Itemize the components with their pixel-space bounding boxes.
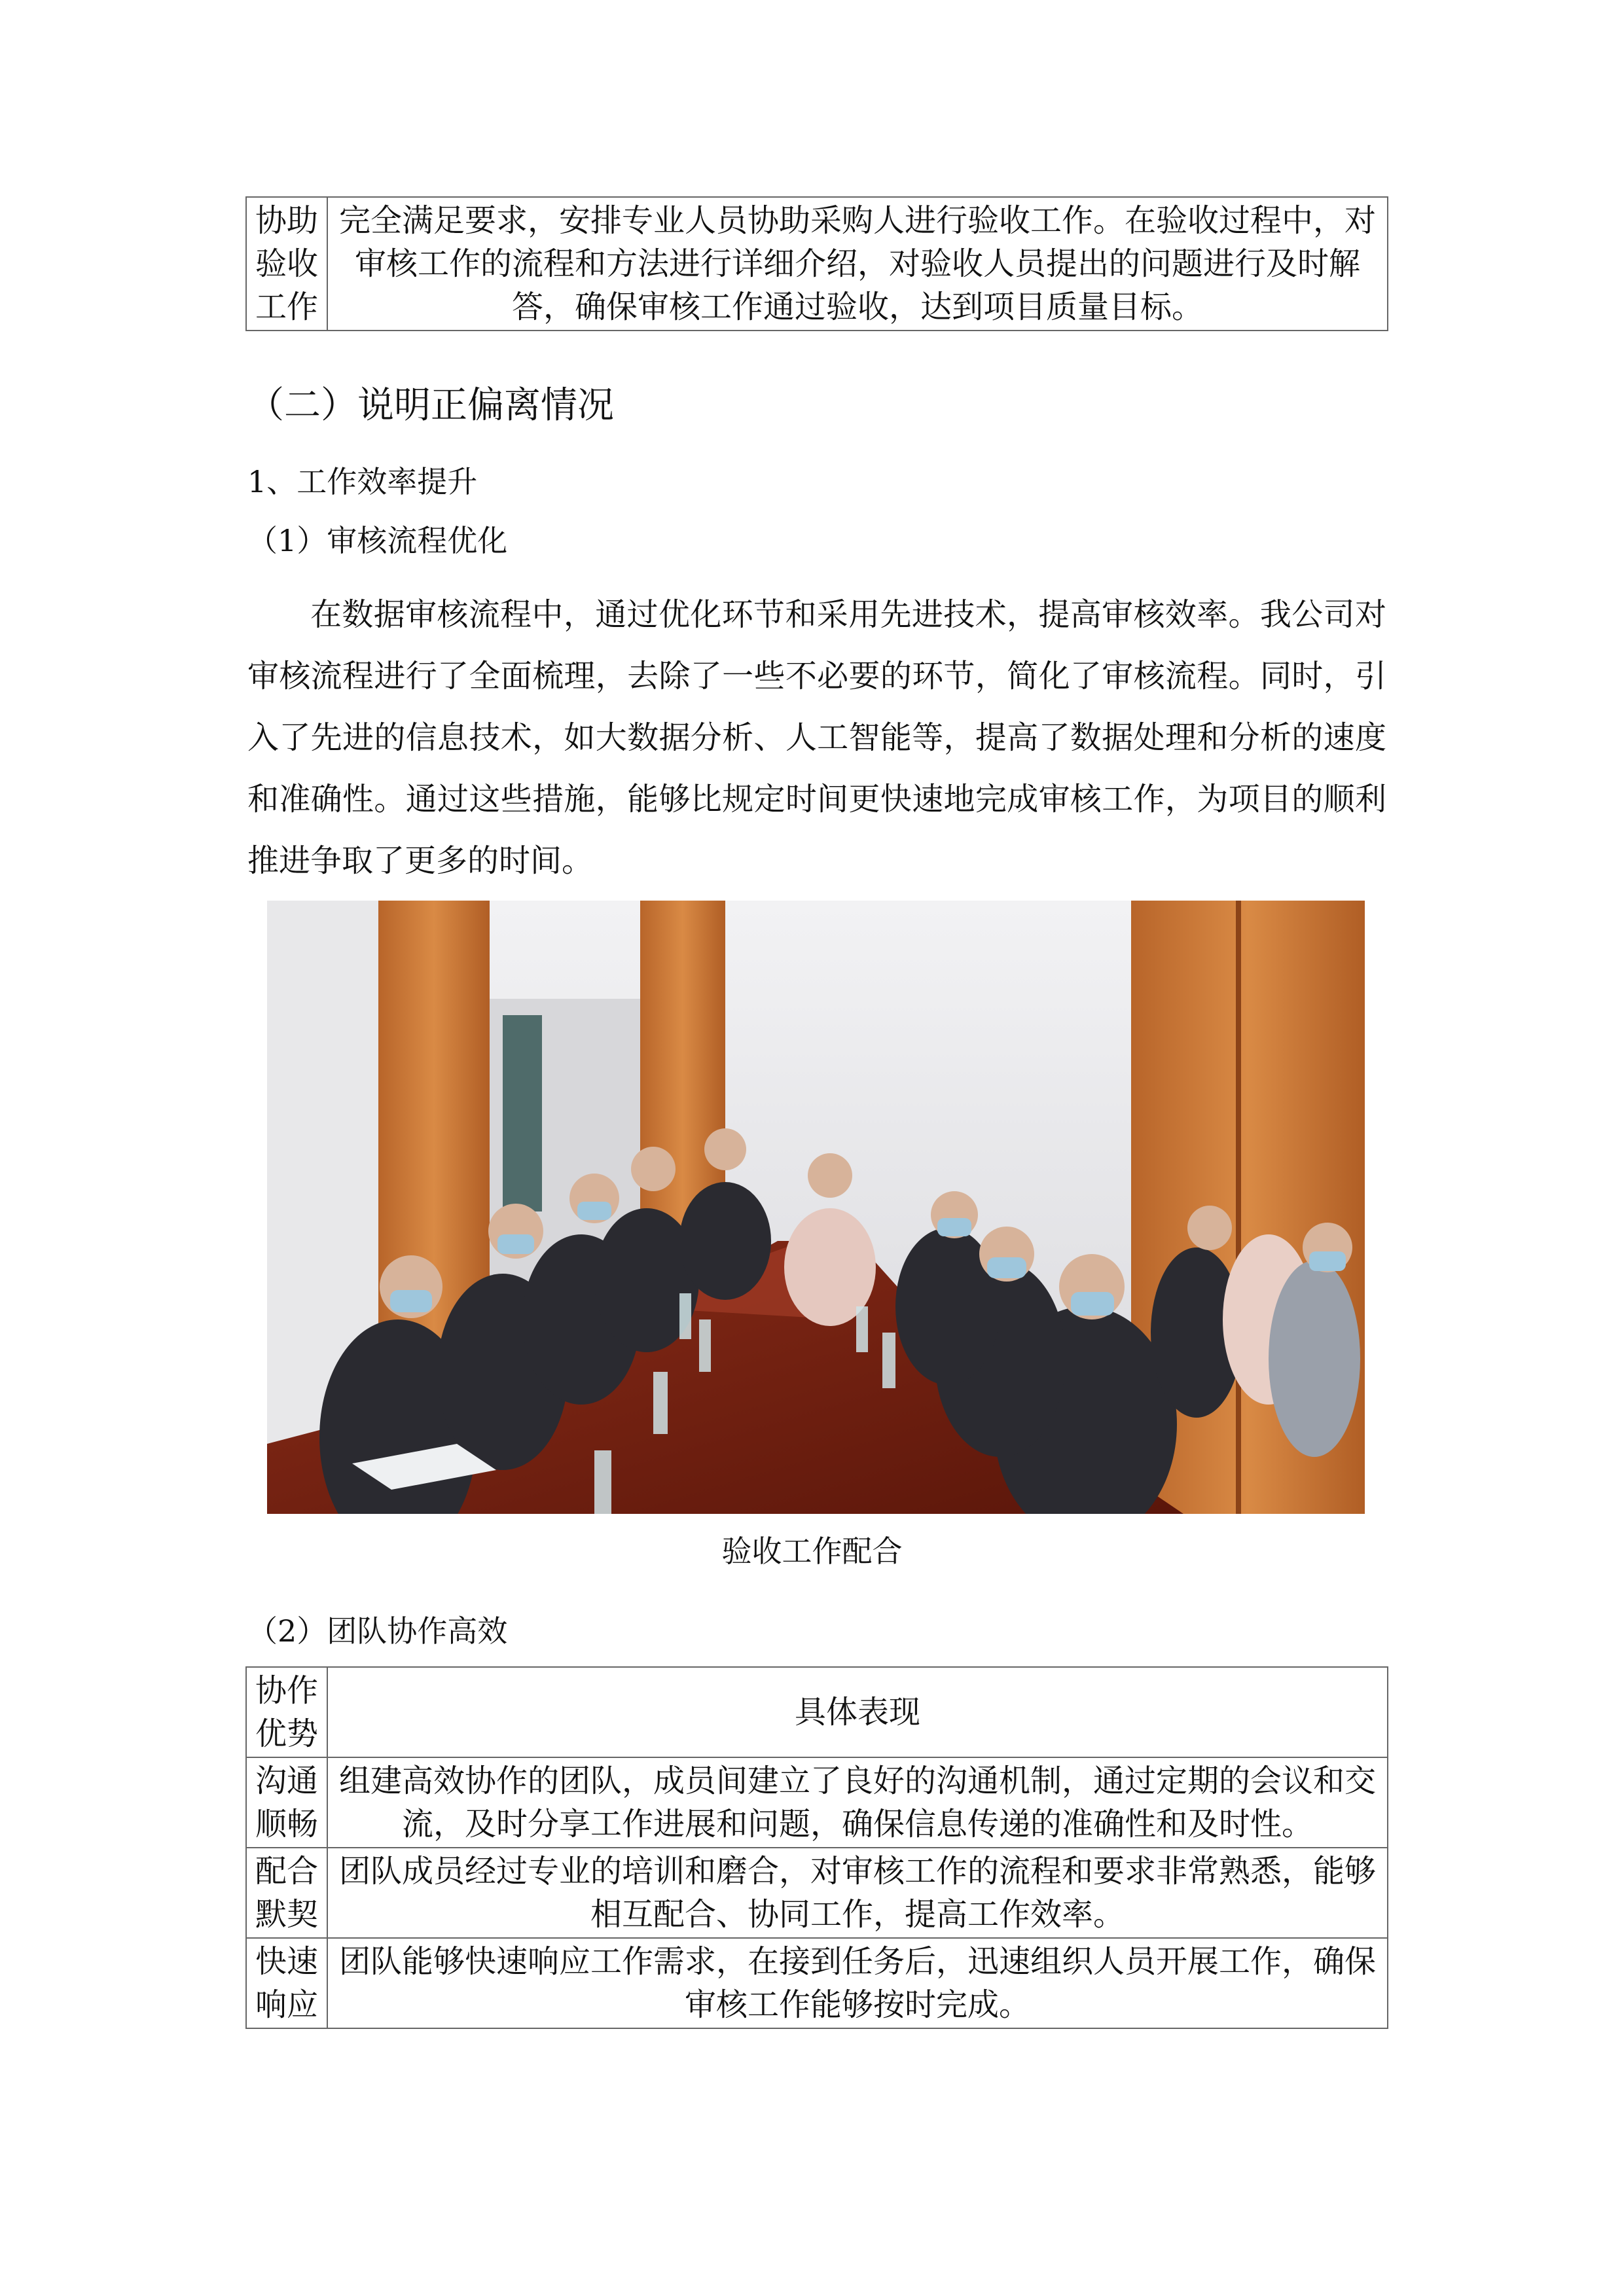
row-value: 团队能够快速响应工作需求，在接到任务后，迅速组织人员开展工作，确保审核工作能够按时完成。 xyxy=(327,1938,1388,2028)
section-title: （二）说明正偏离情况 xyxy=(247,384,614,427)
body-paragraph: 在数据审核流程中，通过优化环节和采用先进技术，提高审核效率。我公司对审核流程进行了全面梳理，去除了一些不必要的环节，简化了审核流程。同时，引入了先进的信息技术，如大数据分析、人工智能等，提高了数据处理和分析的速度和准确性。通过这些措施，能够比规定时间更快速地完成审核工作，为项目的顺利推进争取了更多的时间。 xyxy=(247,596,1386,879)
header-value: 具体表现 xyxy=(327,1667,1388,1757)
table-header-row xyxy=(246,1667,1388,1757)
table-row xyxy=(246,1848,1388,1938)
header-key: 协作优势 xyxy=(246,1667,327,1757)
table-row xyxy=(246,1938,1388,2028)
photo-caption: 验收工作配合 xyxy=(721,1534,903,1569)
table-row xyxy=(246,197,1388,331)
row-key: 快速响应 xyxy=(246,1938,327,2028)
heading-team-collaboration: （2）团队协作高效 xyxy=(247,1613,508,1649)
row-key: 协助验收工作 xyxy=(246,197,327,331)
collaboration-table xyxy=(245,1666,1388,2029)
row-value: 团队成员经过专业的培训和磨合，对审核工作的流程和要求非常熟悉，能够相互配合、协同工作，提高工作效率。 xyxy=(327,1848,1388,1938)
row-key: 配合默契 xyxy=(246,1848,327,1938)
heading-efficiency: 1、工作效率提升 xyxy=(247,464,478,499)
meeting-photo xyxy=(267,901,1365,1514)
row-value: 组建高效协作的团队，成员间建立了良好的沟通机制，通过定期的会议和交流，及时分享工作进展和问题，确保信息传递的准确性和及时性。 xyxy=(327,1757,1388,1848)
row-value: 完全满足要求，安排专业人员协助采购人进行验收工作。在验收过程中，对审核工作的流程和方法进行详细介绍，对验收人员提出的问题进行及时解答，确保审核工作通过验收，达到项目质量目标。 xyxy=(327,197,1388,331)
acceptance-table xyxy=(245,196,1388,331)
table-row xyxy=(246,1757,1388,1848)
row-key: 沟通顺畅 xyxy=(246,1757,327,1848)
heading-process-optimization: （1）审核流程优化 xyxy=(247,523,508,558)
